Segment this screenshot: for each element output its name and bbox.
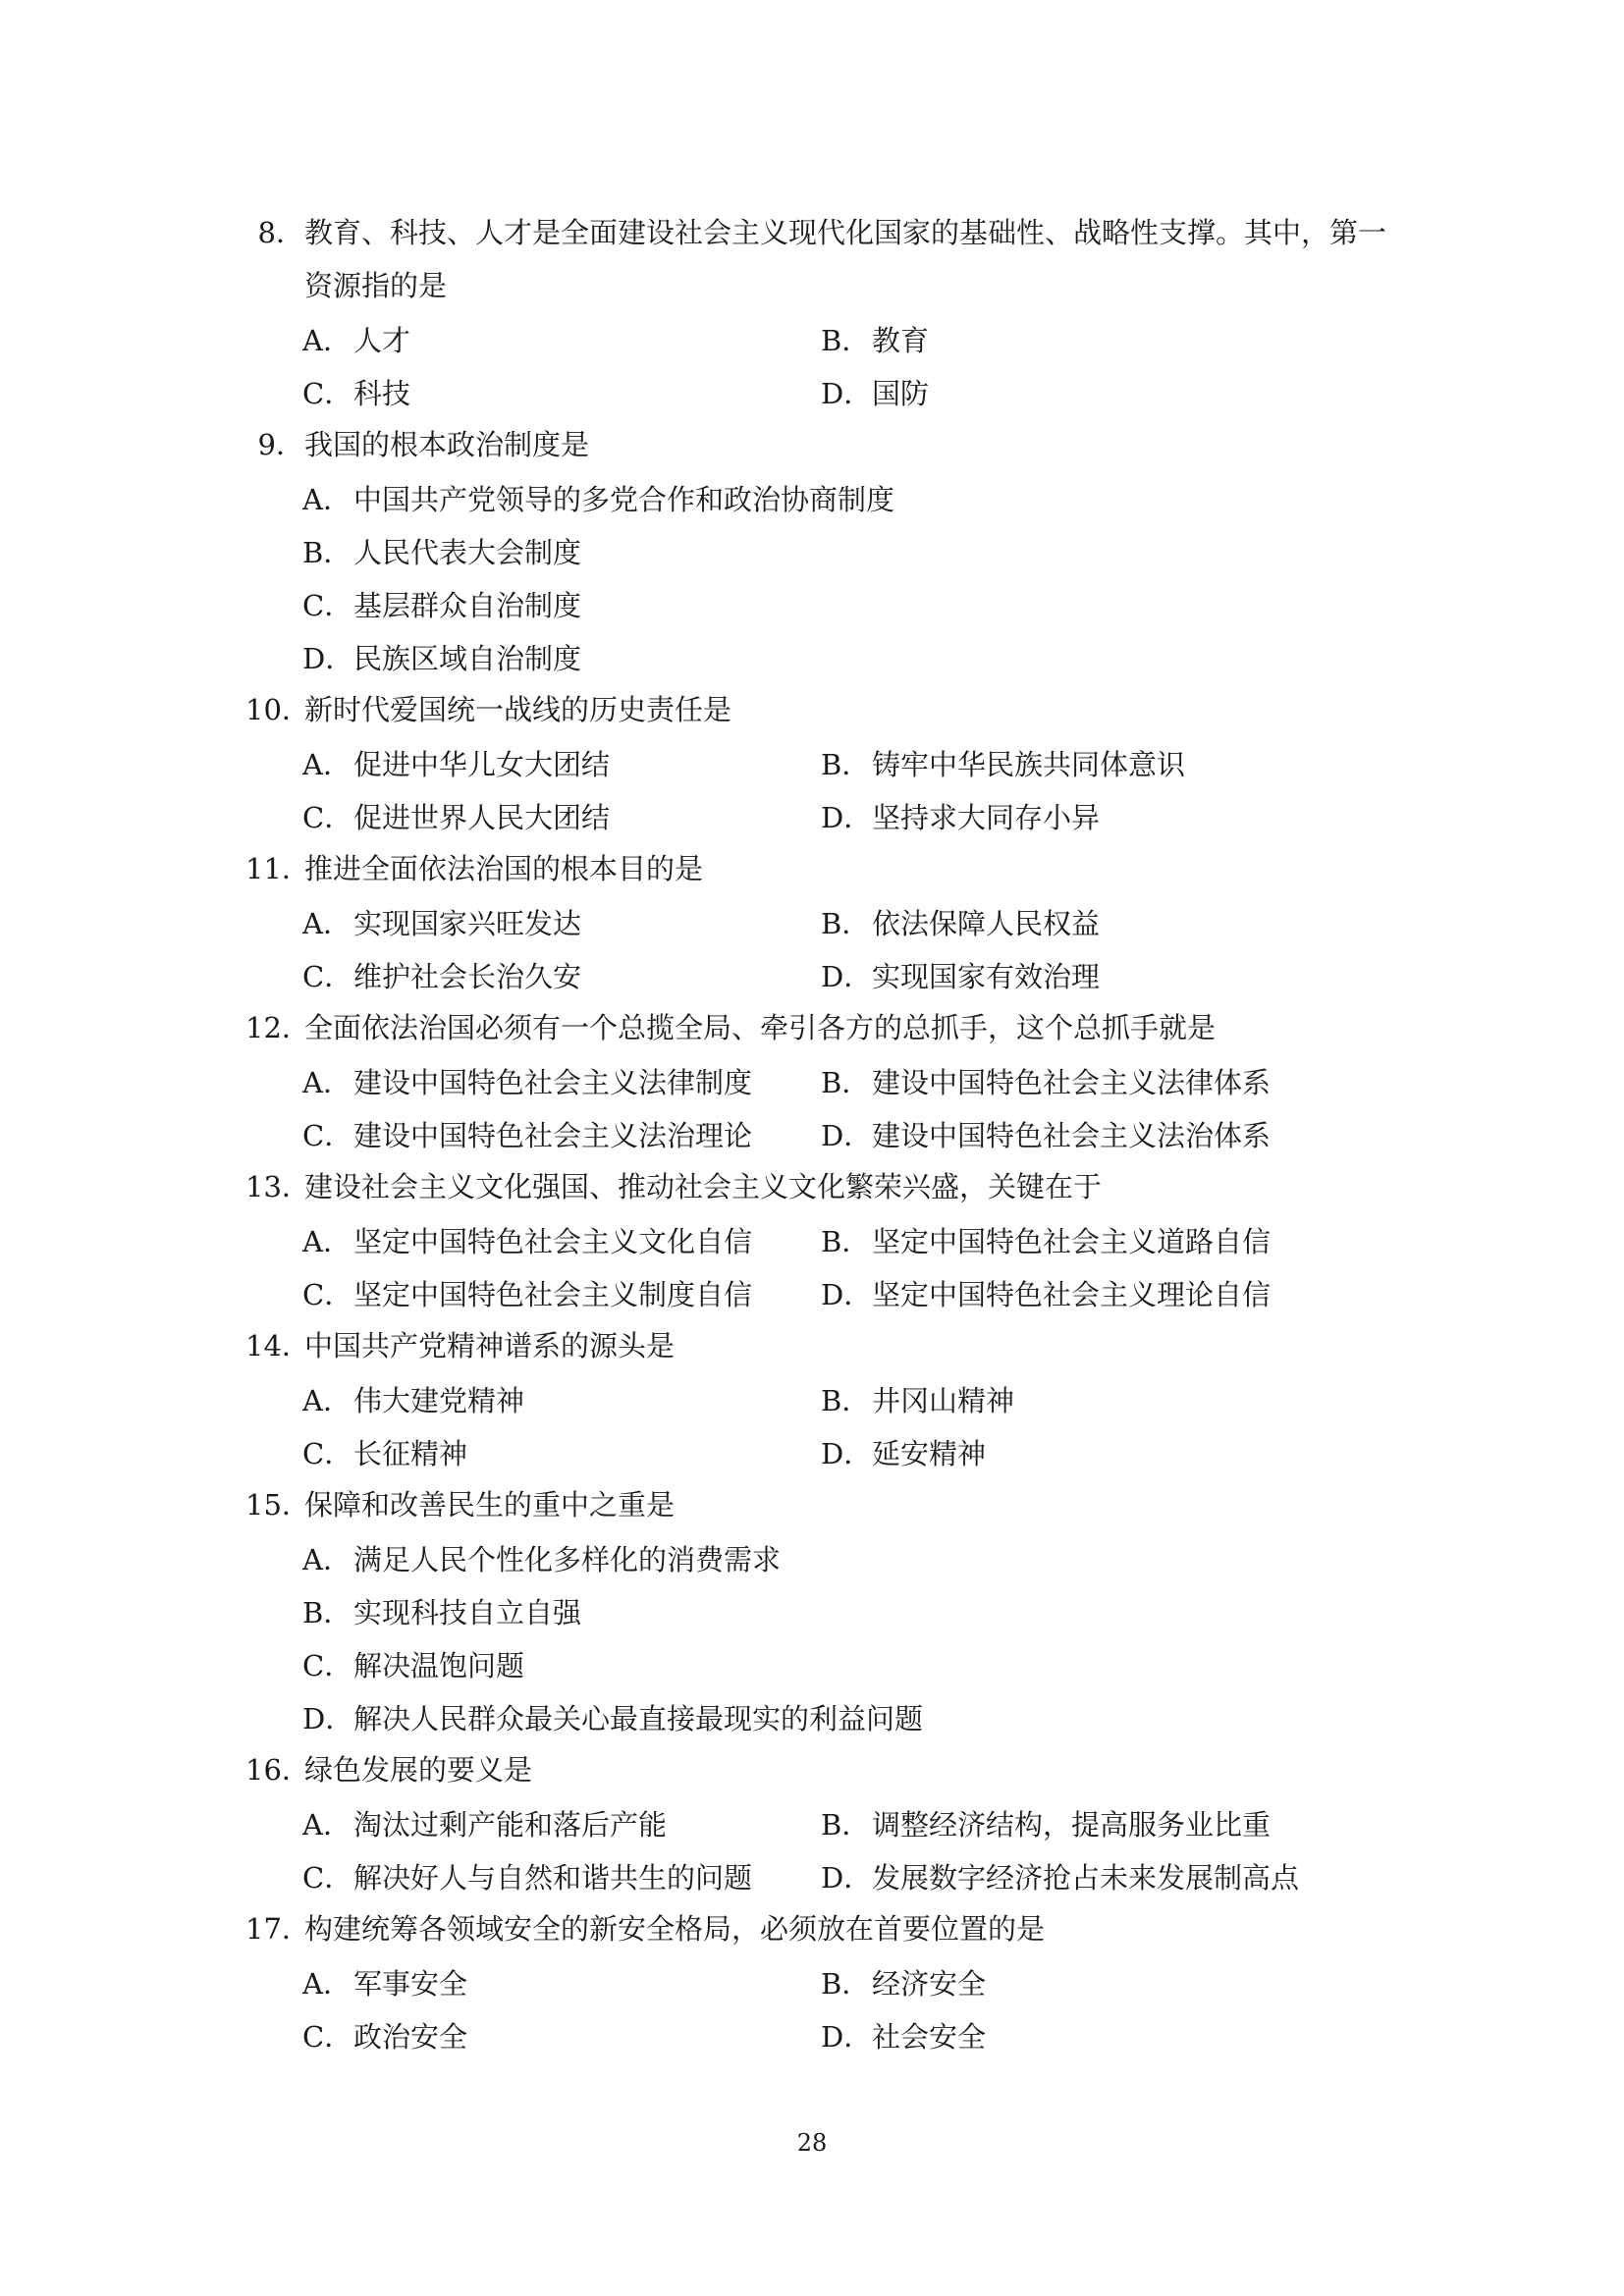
answer-option: [821, 372, 1339, 412]
answer-option: [821, 743, 1339, 783]
question-stem: [245, 1160, 1404, 1213]
option-letter: D．: [302, 1701, 354, 1735]
option-text: 民族区域自治制度: [353, 641, 582, 675]
option-letter: A．: [302, 747, 352, 781]
option-text: 伟大建党精神: [353, 1383, 525, 1417]
option-row: [302, 1849, 1404, 1902]
option-row: [302, 365, 1404, 418]
answer-option: [302, 584, 581, 624]
question-stem: [245, 683, 1404, 736]
question-item: [245, 1001, 1404, 1160]
option-text: 坚持求大同存小异: [872, 800, 1101, 834]
option-letter: B．: [821, 1224, 871, 1258]
question-item: [245, 842, 1404, 1001]
answer-option: [821, 1114, 1339, 1154]
question-item: [245, 206, 1404, 418]
question-text: 建设社会主义文化强国、推动社会主义文化繁荣兴盛，关键在于: [304, 1170, 1103, 1203]
option-letter: D．: [821, 959, 873, 993]
option-row: [302, 1796, 1404, 1849]
option-text: 长征精神: [353, 1436, 468, 1470]
option-text: 坚定中国特色社会主义制度自信: [353, 1277, 753, 1311]
question-number: 8．: [257, 216, 304, 249]
option-text: 实现国家兴旺发达: [353, 906, 582, 940]
option-row: [302, 1584, 1404, 1637]
option-letter: B．: [821, 1065, 871, 1099]
question-number: 16．: [245, 1753, 310, 1787]
option-text: 发展数字经济抢占未来发展制高点: [872, 1860, 1300, 1895]
option-list: [302, 1955, 1404, 2061]
option-row: [302, 2008, 1404, 2061]
option-text: 坚定中国特色社会主义文化自信: [353, 1224, 753, 1258]
question-number: 10．: [245, 693, 310, 726]
option-letter: C．: [302, 376, 353, 410]
question-text: 我国的根本政治制度是: [304, 428, 590, 461]
question-item: [245, 1902, 1404, 2061]
option-letter: B．: [821, 1807, 871, 1842]
option-letter: A．: [302, 323, 352, 357]
answer-option: [302, 319, 821, 359]
answer-option: [302, 1856, 821, 1896]
option-letter: A．: [302, 1224, 352, 1258]
option-letter: C．: [302, 1860, 353, 1895]
option-list: [302, 1213, 1404, 1319]
option-letter: C．: [302, 959, 353, 993]
answer-option: [302, 1803, 821, 1843]
answer-option: [302, 1591, 581, 1631]
page-number: 28: [796, 2129, 828, 2157]
question-item: [245, 418, 1404, 683]
question-number: 11．: [245, 852, 310, 885]
option-list: [302, 1054, 1404, 1160]
option-letter: B．: [302, 1595, 352, 1629]
question-item: [245, 683, 1404, 842]
question-stem: [245, 1319, 1404, 1372]
option-row: [302, 630, 1404, 683]
option-text: 建设中国特色社会主义法律体系: [872, 1065, 1272, 1099]
question-text: 教育、科技、人才是全面建设社会主义现代化国家的基础性、战略性支撑。其中，第一资源指的是: [304, 216, 1387, 302]
question-item: [245, 1160, 1404, 1319]
option-letter: C．: [302, 2019, 353, 2054]
option-text: 教育: [872, 323, 930, 357]
option-letter: A．: [302, 1966, 352, 2001]
option-text: 实现科技自立自强: [353, 1595, 582, 1629]
question-text: 构建统筹各领域安全的新安全格局，必须放在首要位置的是: [304, 1912, 1046, 1946]
option-text: 建设中国特色社会主义法治体系: [872, 1118, 1272, 1152]
option-text: 促进世界人民大团结: [353, 800, 611, 834]
option-letter: B．: [821, 906, 871, 940]
option-text: 解决温饱问题: [353, 1648, 525, 1682]
option-list: [302, 1796, 1404, 1902]
option-text: 经济安全: [872, 1966, 987, 2001]
answer-option: [821, 1856, 1339, 1896]
answer-option: [302, 955, 821, 995]
option-letter: D．: [821, 376, 873, 410]
answer-option: [302, 1114, 821, 1154]
question-text: 全面依法治国必须有一个总揽全局、牵引各方的总抓手，这个总抓手就是: [304, 1011, 1217, 1044]
question-stem: [245, 842, 1404, 895]
answer-option: [302, 902, 821, 942]
option-letter: C．: [302, 1118, 353, 1152]
question-text: 中国共产党精神谱系的源头是: [304, 1329, 676, 1362]
question-stem: [245, 1001, 1404, 1054]
question-number: 14．: [245, 1329, 310, 1362]
answer-option: [821, 1803, 1339, 1843]
option-letter: B．: [302, 535, 352, 569]
option-list: [302, 312, 1404, 418]
option-letter: B．: [821, 1383, 871, 1417]
question-number: 12．: [245, 1011, 310, 1044]
option-letter: C．: [302, 800, 353, 834]
answer-option: [302, 1538, 781, 1578]
question-list: [245, 206, 1404, 2061]
option-list: [302, 1531, 1404, 1743]
option-row: [302, 895, 1404, 948]
option-row: [302, 471, 1404, 524]
option-row: [302, 524, 1404, 577]
question-stem: [245, 1902, 1404, 1955]
option-text: 解决好人与自然和谐共生的问题: [353, 1860, 753, 1895]
answer-option: [821, 1061, 1339, 1101]
answer-option: [821, 796, 1339, 836]
option-row: [302, 789, 1404, 842]
option-letter: A．: [302, 906, 352, 940]
option-text: 井冈山精神: [872, 1383, 1015, 1417]
option-letter: C．: [302, 1277, 353, 1311]
option-row: [302, 1637, 1404, 1690]
option-text: 科技: [353, 376, 411, 410]
option-list: [302, 471, 1404, 683]
option-row: [302, 1425, 1404, 1478]
question-text: 推进全面依法治国的根本目的是: [304, 852, 704, 885]
option-text: 政治安全: [353, 2019, 468, 2054]
question-text: 新时代爱国统一战线的历史责任是: [304, 693, 732, 726]
question-stem: [245, 206, 1404, 312]
option-list: [302, 1372, 1404, 1478]
answer-option: [302, 531, 581, 571]
option-letter: D．: [821, 1277, 873, 1311]
option-row: [302, 1955, 1404, 2008]
option-letter: B．: [821, 1966, 871, 2001]
option-row: [302, 736, 1404, 789]
option-list: [302, 895, 1404, 1001]
question-number: 15．: [245, 1488, 310, 1522]
option-row: [302, 312, 1404, 365]
answer-option: [302, 1644, 524, 1684]
answer-option: [302, 478, 894, 518]
answer-option: [821, 2015, 1339, 2056]
option-text: 维护社会长治久安: [353, 959, 582, 993]
answer-option: [302, 1273, 821, 1313]
question-number: 13．: [245, 1170, 310, 1203]
option-letter: B．: [821, 747, 871, 781]
answer-option: [821, 1220, 1339, 1260]
answer-option: [821, 1962, 1339, 2002]
answer-option: [302, 1220, 821, 1260]
question-number: 17．: [245, 1912, 310, 1946]
option-letter: D．: [821, 1860, 873, 1895]
option-text: 促进中华儿女大团结: [353, 747, 611, 781]
question-item: [245, 1478, 1404, 1743]
option-text: 国防: [872, 376, 930, 410]
answer-option: [302, 2015, 821, 2056]
option-row: [302, 1372, 1404, 1425]
option-text: 依法保障人民权益: [872, 906, 1101, 940]
option-text: 建设中国特色社会主义法律制度: [353, 1065, 753, 1099]
option-letter: A．: [302, 1807, 352, 1842]
question-stem: [245, 1743, 1404, 1796]
answer-option: [821, 955, 1339, 995]
option-text: 调整经济结构，提高服务业比重: [872, 1807, 1272, 1842]
answer-option: [302, 1379, 821, 1419]
question-item: [245, 1743, 1404, 1902]
option-letter: A．: [302, 1383, 352, 1417]
option-row: [302, 577, 1404, 630]
answer-option: [821, 319, 1339, 359]
answer-option: [821, 902, 1339, 942]
answer-option: [821, 1432, 1339, 1472]
answer-option: [302, 1061, 821, 1101]
option-text: 铸牢中华民族共同体意识: [872, 747, 1186, 781]
option-text: 实现国家有效治理: [872, 959, 1101, 993]
option-text: 基层群众自治制度: [353, 588, 582, 622]
option-letter: D．: [821, 800, 873, 834]
option-text: 社会安全: [872, 2019, 987, 2054]
option-text: 中国共产党领导的多党合作和政治协商制度: [353, 482, 895, 516]
option-row: [302, 948, 1404, 1001]
question-text: 保障和改善民生的重中之重是: [304, 1488, 676, 1522]
answer-option: [302, 637, 581, 677]
option-letter: B．: [821, 323, 871, 357]
option-row: [302, 1531, 1404, 1584]
option-letter: D．: [821, 1436, 873, 1470]
answer-option: [302, 743, 821, 783]
option-letter: A．: [302, 1065, 352, 1099]
option-text: 人民代表大会制度: [353, 535, 582, 569]
option-text: 建设中国特色社会主义法治理论: [353, 1118, 753, 1152]
question-stem: [245, 1478, 1404, 1531]
option-letter: C．: [302, 588, 353, 622]
answer-option: [302, 796, 821, 836]
option-text: 延安精神: [872, 1436, 987, 1470]
question-item: [245, 1319, 1404, 1478]
option-text: 满足人民个性化多样化的消费需求: [353, 1542, 782, 1576]
option-text: 坚定中国特色社会主义道路自信: [872, 1224, 1272, 1258]
option-row: [302, 1690, 1404, 1743]
option-text: 坚定中国特色社会主义理论自信: [872, 1277, 1272, 1311]
option-text: 解决人民群众最关心最直接最现实的利益问题: [353, 1701, 924, 1735]
answer-option: [302, 372, 821, 412]
option-row: [302, 1107, 1404, 1160]
answer-option: [821, 1379, 1339, 1419]
question-stem: [245, 418, 1404, 471]
question-number: 9．: [257, 428, 304, 461]
option-text: 人才: [353, 323, 411, 357]
answer-option: [302, 1432, 821, 1472]
answer-option: [821, 1273, 1339, 1313]
option-letter: A．: [302, 1542, 352, 1576]
option-text: 淘汰过剩产能和落后产能: [353, 1807, 668, 1842]
option-letter: C．: [302, 1648, 353, 1682]
option-letter: D．: [821, 1118, 873, 1152]
answer-option: [302, 1697, 923, 1737]
question-text: 绿色发展的要义是: [304, 1753, 533, 1787]
option-letter: A．: [302, 482, 352, 516]
option-list: [302, 736, 1404, 842]
option-text: 军事安全: [353, 1966, 468, 2001]
option-row: [302, 1266, 1404, 1319]
option-row: [302, 1054, 1404, 1107]
option-row: [302, 1213, 1404, 1266]
option-letter: C．: [302, 1436, 353, 1470]
option-letter: D．: [302, 641, 354, 675]
option-letter: D．: [821, 2019, 873, 2054]
answer-option: [302, 1962, 821, 2002]
